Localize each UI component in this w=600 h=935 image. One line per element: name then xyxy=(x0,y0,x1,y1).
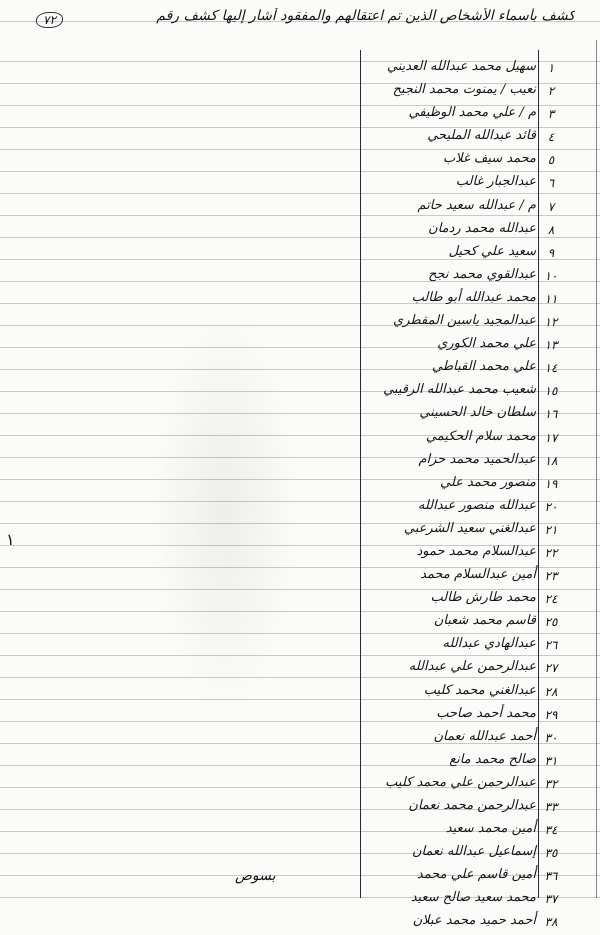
list-item xyxy=(360,796,560,819)
title-count: ٧٢ xyxy=(36,12,63,28)
paper-stain xyxy=(150,300,300,720)
entry-name: عبدالغني سعيد الشرعبي xyxy=(403,520,536,536)
entry-name: أحمد عبدالله نعمان xyxy=(433,728,536,744)
entry-number: ١٤ xyxy=(544,361,558,376)
entry-name: محمد سعيد صالح سعيد xyxy=(410,890,536,906)
entry-name: عبدالغني محمد كليب xyxy=(423,682,536,698)
list-item xyxy=(360,542,560,565)
list-item xyxy=(360,565,560,588)
entry-name: عبدالله محمد ردمان xyxy=(428,220,536,236)
entry-number: ٣١ xyxy=(544,753,558,768)
list-item xyxy=(360,103,560,126)
list-item xyxy=(360,80,560,103)
list-item xyxy=(360,842,560,865)
entry-number: ٢٥ xyxy=(544,615,558,630)
entry-number: ٣٥ xyxy=(544,846,558,861)
list-item xyxy=(360,888,560,911)
entry-name: عبدالله منصور عبدالله xyxy=(417,497,536,513)
list-item xyxy=(360,219,560,242)
entry-number: ٦ xyxy=(547,176,555,191)
entry-number: ١٢ xyxy=(544,315,558,330)
entry-name: عبدالرحمن محمد نعمان xyxy=(408,798,536,813)
entry-name: منصور محمد علي xyxy=(439,474,536,490)
list-item xyxy=(360,681,560,704)
entry-number: ٢٦ xyxy=(544,638,558,653)
entry-number: ١ xyxy=(547,61,555,75)
list-item xyxy=(360,634,560,657)
entry-number: ١٦ xyxy=(544,407,558,422)
list-item xyxy=(360,704,560,727)
entry-name: محمد عبدالله أبو طالب xyxy=(411,289,536,305)
document-title: كشف بأسماء الأشخاص الذين تم اعتقالهم والمفقود أشار إليها كشف رقم xyxy=(156,8,575,24)
entry-name: إسماعيل عبدالله نعمان xyxy=(411,844,536,860)
list-item xyxy=(360,427,560,450)
right-edge-line xyxy=(596,40,597,898)
entry-name: محمد طارش طالب xyxy=(430,590,536,606)
list-item xyxy=(360,611,560,634)
entry-number: ١٠ xyxy=(544,268,558,283)
list-item xyxy=(360,496,560,519)
entry-number: ٣٦ xyxy=(544,869,558,884)
list-item xyxy=(360,288,560,311)
entry-number: ١٩ xyxy=(544,476,558,491)
entry-name: عبدالرحمن علي عبدالله xyxy=(408,659,536,675)
entry-name: شعيب محمد عبدالله الرقيبي xyxy=(383,382,536,398)
list-item xyxy=(360,265,560,288)
entry-name: عبدالقوي محمد نجح xyxy=(428,266,536,282)
entry-name: عبدالرحمن علي محمد كليب xyxy=(385,774,536,790)
list-item xyxy=(360,311,560,334)
names-list xyxy=(360,57,560,935)
entry-number: ٢١ xyxy=(544,522,558,537)
entry-name: محمد سلام الحكيمي xyxy=(425,428,536,444)
entry-name: عبدالجبار غالب xyxy=(455,174,536,190)
entry-name: أمين عبدالسلام محمد xyxy=(420,567,536,583)
entry-number: ٣٨ xyxy=(544,915,558,930)
entry-name: أحمد حميد محمد عبلان xyxy=(412,913,536,929)
entry-number: ١٥ xyxy=(544,384,558,399)
entry-number: ٢٤ xyxy=(544,592,558,607)
list-item xyxy=(360,149,560,172)
entry-number: ٢٨ xyxy=(544,684,558,699)
entry-number: ٣٧ xyxy=(544,892,558,907)
entry-name: علي محمد الكوري xyxy=(437,336,536,352)
entry-number: ٣ xyxy=(547,107,555,122)
entry-number: ٢٧ xyxy=(544,661,558,676)
footer-signature: بسوص xyxy=(235,868,276,884)
entry-number: ٣٣ xyxy=(544,800,558,814)
entry-name: عبدالسلام محمد حمود xyxy=(416,543,536,559)
entry-number: ٢٣ xyxy=(544,569,558,584)
entry-name: قائد عبدالله المليحي xyxy=(427,128,536,144)
list-item xyxy=(360,380,560,403)
entry-name: نعيب / يمنوت محمد النجيح xyxy=(392,82,536,98)
entry-name: عبدالحميد محمد حزام xyxy=(418,451,536,467)
entry-number: ١٨ xyxy=(544,453,558,468)
list-item xyxy=(360,242,560,265)
list-item xyxy=(360,473,560,496)
entry-number: ١١ xyxy=(544,291,558,306)
list-item xyxy=(360,865,560,888)
entry-name: محمد أحمد صاحب xyxy=(436,705,536,721)
entry-name: أمين محمد سعيد xyxy=(445,821,536,837)
list-item xyxy=(360,911,560,934)
list-item xyxy=(360,334,560,357)
margin-mark: ١ xyxy=(6,530,15,549)
list-item xyxy=(360,403,560,426)
entry-number: ٩ xyxy=(547,245,555,260)
entry-name: م / علي محمد الوظيفي xyxy=(408,105,536,121)
list-item xyxy=(360,773,560,796)
entry-number: ٢٩ xyxy=(544,707,558,722)
entry-name: قاسم محمد شعبان xyxy=(433,613,536,629)
list-item xyxy=(360,657,560,680)
entry-name: صالح محمد مانع xyxy=(449,751,536,767)
entry-number: ٢ xyxy=(547,84,555,99)
entry-number: ١٧ xyxy=(544,430,558,445)
entry-number: ١٣ xyxy=(544,338,558,353)
entry-name: أمين قاسم علي محمد xyxy=(416,867,536,883)
entry-number: ٣٢ xyxy=(544,776,558,791)
entry-name: محمد سيف غلاب xyxy=(442,151,536,167)
entry-number: ٨ xyxy=(547,222,555,237)
list-item xyxy=(360,357,560,380)
list-item xyxy=(360,172,560,195)
entry-name: سعيد علي كحيل xyxy=(448,243,536,259)
entry-name: عبدالهادي عبدالله xyxy=(442,636,536,652)
entry-number: ٤ xyxy=(547,130,555,145)
list-item xyxy=(360,57,560,80)
entry-number: ٥ xyxy=(547,153,555,168)
entry-name: علي محمد القباطي xyxy=(431,359,536,375)
list-item xyxy=(360,588,560,611)
entry-name: سلطان خالد الحسيني xyxy=(419,405,536,421)
entry-number: ٢٢ xyxy=(544,545,558,560)
list-item xyxy=(360,519,560,542)
entry-number: ٢٠ xyxy=(544,499,558,514)
list-item xyxy=(360,450,560,473)
entry-number: ٣٠ xyxy=(544,730,558,745)
list-item xyxy=(360,819,560,842)
entry-name: سهيل محمد عبدالله العديني xyxy=(386,59,536,74)
entry-name: عبدالمجيد ياسين المقطري xyxy=(393,313,536,329)
list-item xyxy=(360,196,560,219)
list-item xyxy=(360,727,560,750)
list-item xyxy=(360,750,560,773)
entry-name: م / عبدالله سعيد حاتم xyxy=(417,197,536,213)
entry-number: ٣٤ xyxy=(544,823,558,838)
entry-number: ٧ xyxy=(547,199,555,214)
list-item xyxy=(360,126,560,149)
